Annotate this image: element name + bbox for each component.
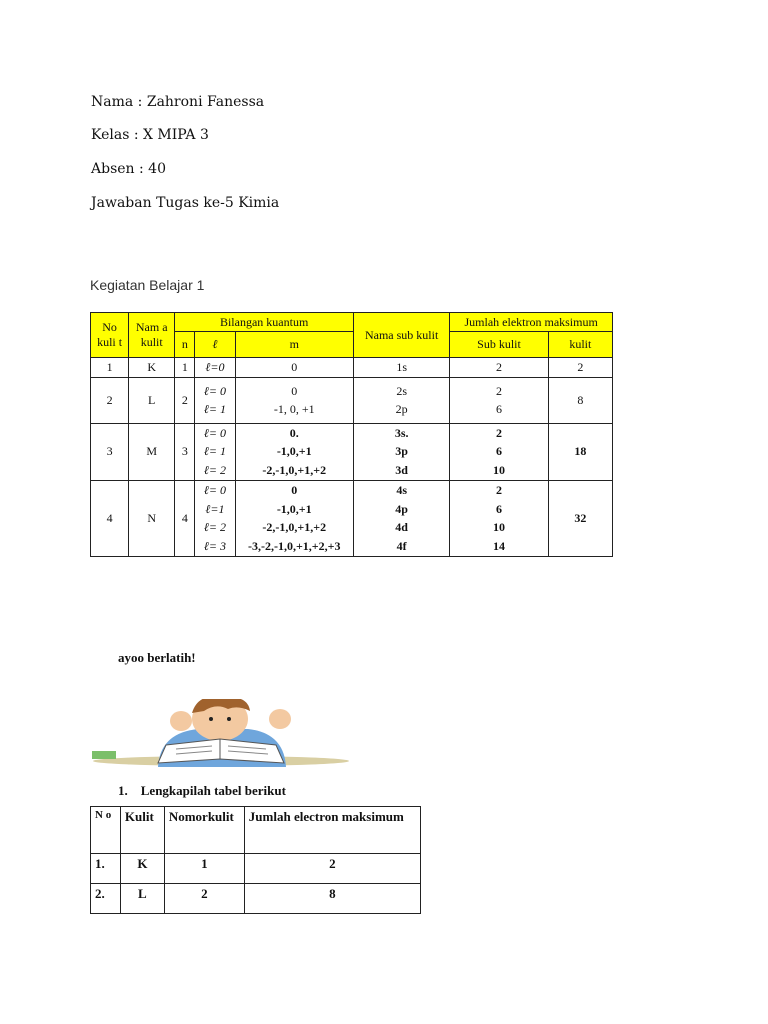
- cell-sub-value: 2p: [395, 402, 408, 416]
- cell-n: 1: [175, 358, 195, 378]
- ex-cell: 2: [244, 854, 420, 884]
- question-1: 1. Lengkapilah tabel berikut: [118, 783, 286, 798]
- cell-sub-value: 3p: [395, 444, 408, 459]
- cell-kulit: K: [129, 358, 175, 378]
- header-m: m: [235, 332, 353, 358]
- cell-sub-value: 4p: [395, 501, 408, 516]
- cell-m-value: 0.: [289, 425, 299, 440]
- section-title: Kegiatan Belajar 1: [90, 277, 205, 293]
- cell-sub-e: [450, 480, 548, 556]
- ex-cell: 2.: [91, 884, 121, 914]
- cell-sub-e: [450, 423, 548, 480]
- cell-l-value: ℓ= 0: [203, 425, 226, 440]
- cell-l-value: ℓ= 1: [203, 444, 226, 459]
- cell-m-value: -1,0,+1: [276, 444, 312, 459]
- shell-row: [91, 423, 613, 480]
- cell-sub-value: 1s: [396, 360, 407, 374]
- header-n: n: [175, 332, 195, 358]
- cell-m-value: -1,0,+1: [276, 501, 312, 516]
- cell-m-value: -2,-1,0,+1,+2: [262, 520, 327, 534]
- header-sub-kulit: Sub kulit: [450, 332, 548, 358]
- cell-n: 2: [175, 377, 195, 423]
- ex-header-no: N o: [91, 807, 121, 854]
- assignment-title: Jawaban Tugas ke-5 Kimia: [91, 195, 280, 211]
- cell-sub-e: [450, 358, 548, 378]
- cell-l-value: ℓ= 2: [203, 520, 226, 534]
- student-absen: Absen : 40: [91, 161, 166, 177]
- ex-cell: 2: [164, 884, 244, 914]
- quantum-number-table: [90, 312, 613, 557]
- cell-m-value: -1, 0, +1: [273, 402, 315, 416]
- cell-sub-e-value: 2: [496, 360, 503, 374]
- cell-n: 4: [175, 480, 195, 556]
- ex-header-nomor: Nomorkulit: [164, 807, 244, 854]
- cell-m-value: 0: [291, 360, 298, 374]
- cell-sub-value: 4f: [396, 538, 407, 553]
- cell-no: 2: [91, 377, 129, 423]
- shell-row: [91, 480, 613, 556]
- cell-sub: [353, 423, 449, 480]
- header-jumlah-elektron: Jumlah elektron maksimum: [450, 313, 613, 332]
- ex-cell: L: [120, 884, 164, 914]
- cell-no: 4: [91, 480, 129, 556]
- header-bilangan-kuantum: Bilangan kuantum: [175, 313, 354, 332]
- cell-m: [235, 358, 353, 378]
- cell-sub-e-value: 6: [496, 501, 503, 516]
- cell-sub-value: 2s: [396, 383, 407, 398]
- ex-cell: 1: [164, 854, 244, 884]
- cell-m: [235, 377, 353, 423]
- cell-sub-value: 4s: [396, 483, 407, 497]
- cell-l-value: ℓ= 1: [203, 402, 226, 416]
- cell-sub-e-value: 2: [496, 483, 503, 497]
- cell-sub-e-value: 10: [493, 520, 506, 534]
- shell-row: [91, 358, 613, 378]
- cell-sub: [353, 377, 449, 423]
- student-name: Nama : Zahroni Fanessa: [91, 94, 265, 110]
- header-kulit: kulit: [548, 332, 612, 358]
- cell-m-value: -2,-1,0,+1,+2: [262, 462, 327, 477]
- ex-cell: 8: [244, 884, 420, 914]
- cell-sub-e-value: 6: [496, 402, 503, 416]
- cell-sub: [353, 480, 449, 556]
- cell-sub-value: 4d: [395, 520, 408, 534]
- header-no: No kuli t: [91, 313, 129, 358]
- shell-row: [91, 377, 613, 423]
- cell-total: 18: [548, 423, 612, 480]
- cell-m-value: -3,-2,-1,0,+1,+2,+3: [247, 538, 341, 553]
- student-class: Kelas : X MIPA 3: [91, 127, 209, 143]
- cell-sub-e-value: 14: [493, 538, 506, 553]
- cell-sub-e: [450, 377, 548, 423]
- cell-kulit: N: [129, 480, 175, 556]
- header-nama-kulit: Nam a kulit: [129, 313, 175, 358]
- ex-cell: 1.: [91, 854, 121, 884]
- cell-l-value: ℓ=1: [205, 501, 225, 516]
- cell-l: [195, 377, 235, 423]
- cell-l: [195, 480, 235, 556]
- cell-l: [195, 358, 235, 378]
- ex-header-jumlah: Jumlah electron maksimum: [244, 807, 420, 854]
- cell-l-value: ℓ= 0: [203, 483, 226, 497]
- cell-no: 1: [91, 358, 129, 378]
- exercise-table: [90, 806, 421, 914]
- cell-l-value: ℓ= 2: [203, 462, 226, 477]
- cell-l-value: ℓ=0: [205, 360, 225, 374]
- cell-n: 3: [175, 423, 195, 480]
- practice-heading: ayoo berlatih!: [118, 650, 196, 665]
- cell-sub-e-value: 10: [493, 462, 506, 477]
- cell-m: [235, 480, 353, 556]
- cell-l-value: ℓ= 0: [203, 383, 226, 398]
- cell-sub: [353, 358, 449, 378]
- cell-total: 2: [548, 358, 612, 378]
- cell-m-value: 0: [291, 383, 298, 398]
- cell-kulit: L: [129, 377, 175, 423]
- cell-total: 32: [548, 480, 612, 556]
- student-studying-illustration: [88, 699, 354, 767]
- cell-no: 3: [91, 423, 129, 480]
- cell-sub-value: 3d: [395, 462, 408, 477]
- cell-sub-e-value: 2: [496, 383, 503, 398]
- header-nama-sub-kulit: Nama sub kulit: [353, 313, 449, 358]
- cell-m: [235, 423, 353, 480]
- cell-sub-value: 3s.: [394, 425, 409, 440]
- cell-l-value: ℓ= 3: [203, 538, 226, 553]
- cell-l: [195, 423, 235, 480]
- cell-sub-e-value: 6: [496, 444, 503, 459]
- header-l: ℓ: [195, 332, 235, 358]
- ex-header-kulit: Kulit: [120, 807, 164, 854]
- cell-sub-e-value: 2: [496, 425, 503, 440]
- ex-cell: K: [120, 854, 164, 884]
- cell-total: 8: [548, 377, 612, 423]
- cell-m-value: 0: [291, 483, 298, 497]
- cell-kulit: M: [129, 423, 175, 480]
